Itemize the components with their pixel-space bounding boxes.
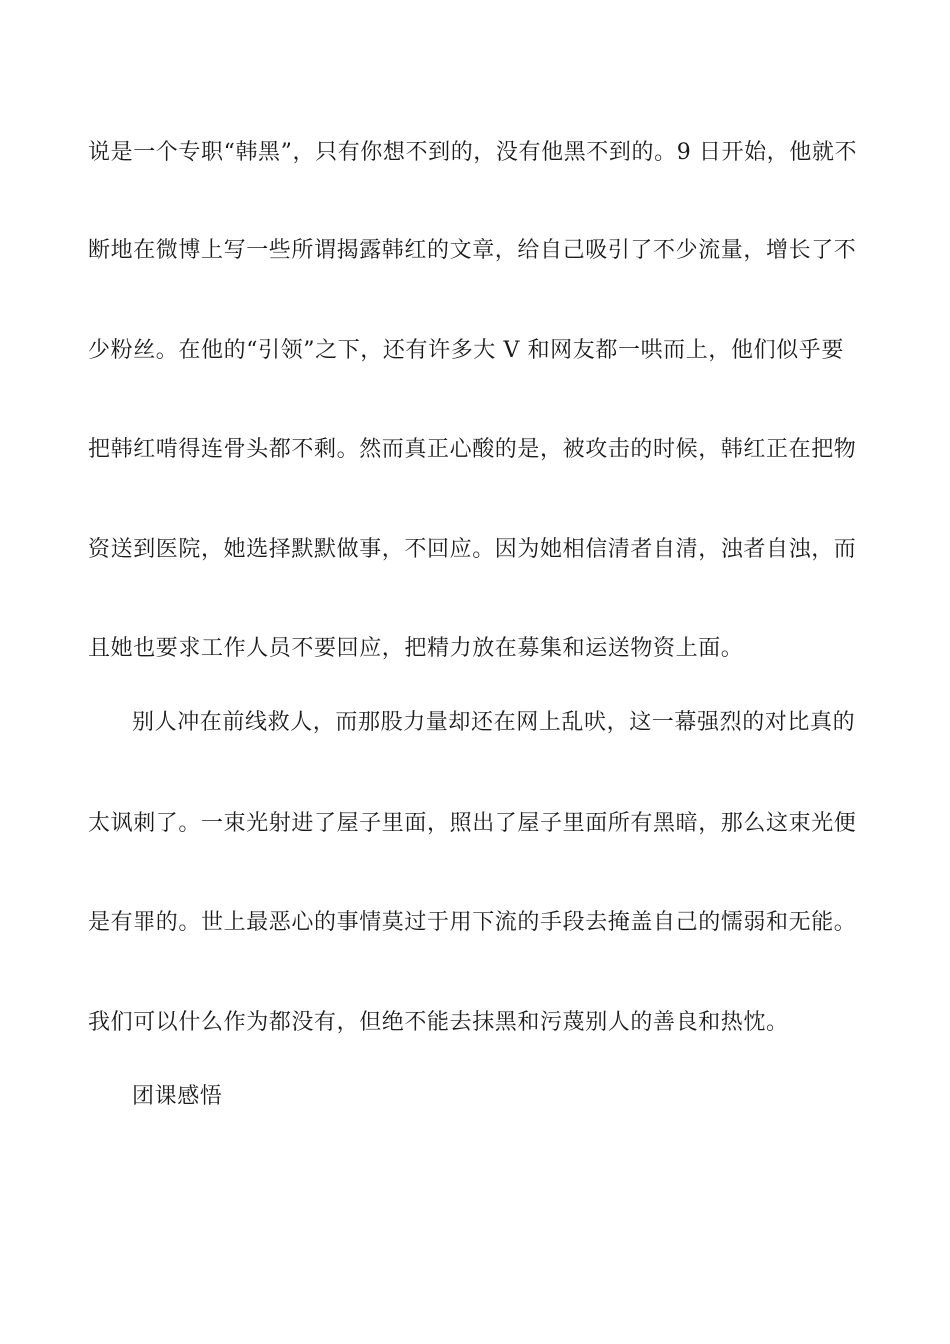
text-line: 资送到医院，她选择默默做事，不回应。因为她相信清者自清，浊者自浊，而	[88, 537, 857, 562]
paragraph-first-line: 别人冲在前线救人，而那股力量却还在网上乱吠，这一幕强烈的对比真的	[132, 710, 856, 735]
text-line: 说是一个专职“韩黑”，只有你想不到的，没有他黑不到的。9 日开始，他就不	[88, 140, 858, 165]
text-line: 是有罪的。世上最恶心的事情莫过于用下流的手段去掩盖自己的懦弱和无能。	[88, 910, 857, 935]
text-line: 断地在微博上写一些所谓揭露韩红的文章，给自己吸引了不少流量，增长了不	[88, 238, 857, 263]
text-line: 我们可以什么作为都没有，但绝不能去抹黑和污蔑别人的善良和热忱。	[88, 1010, 789, 1035]
text-line: 且她也要求工作人员不要回应，把精力放在募集和运送物资上面。	[88, 636, 744, 661]
section-heading: 团课感悟	[132, 1084, 223, 1109]
text-line: 太讽刺了。一束光射进了屋子里面，照出了屋子里面所有黑暗，那么这束光便	[88, 811, 857, 836]
text-line: 少粉丝。在他的“引领”之下，还有许多大 V 和网友都一哄而上，他们似乎要	[88, 338, 844, 363]
text-line: 把韩红啃得连骨头都不剩。然而真正心酸的是，被攻击的时候，韩红正在把物	[88, 437, 857, 462]
